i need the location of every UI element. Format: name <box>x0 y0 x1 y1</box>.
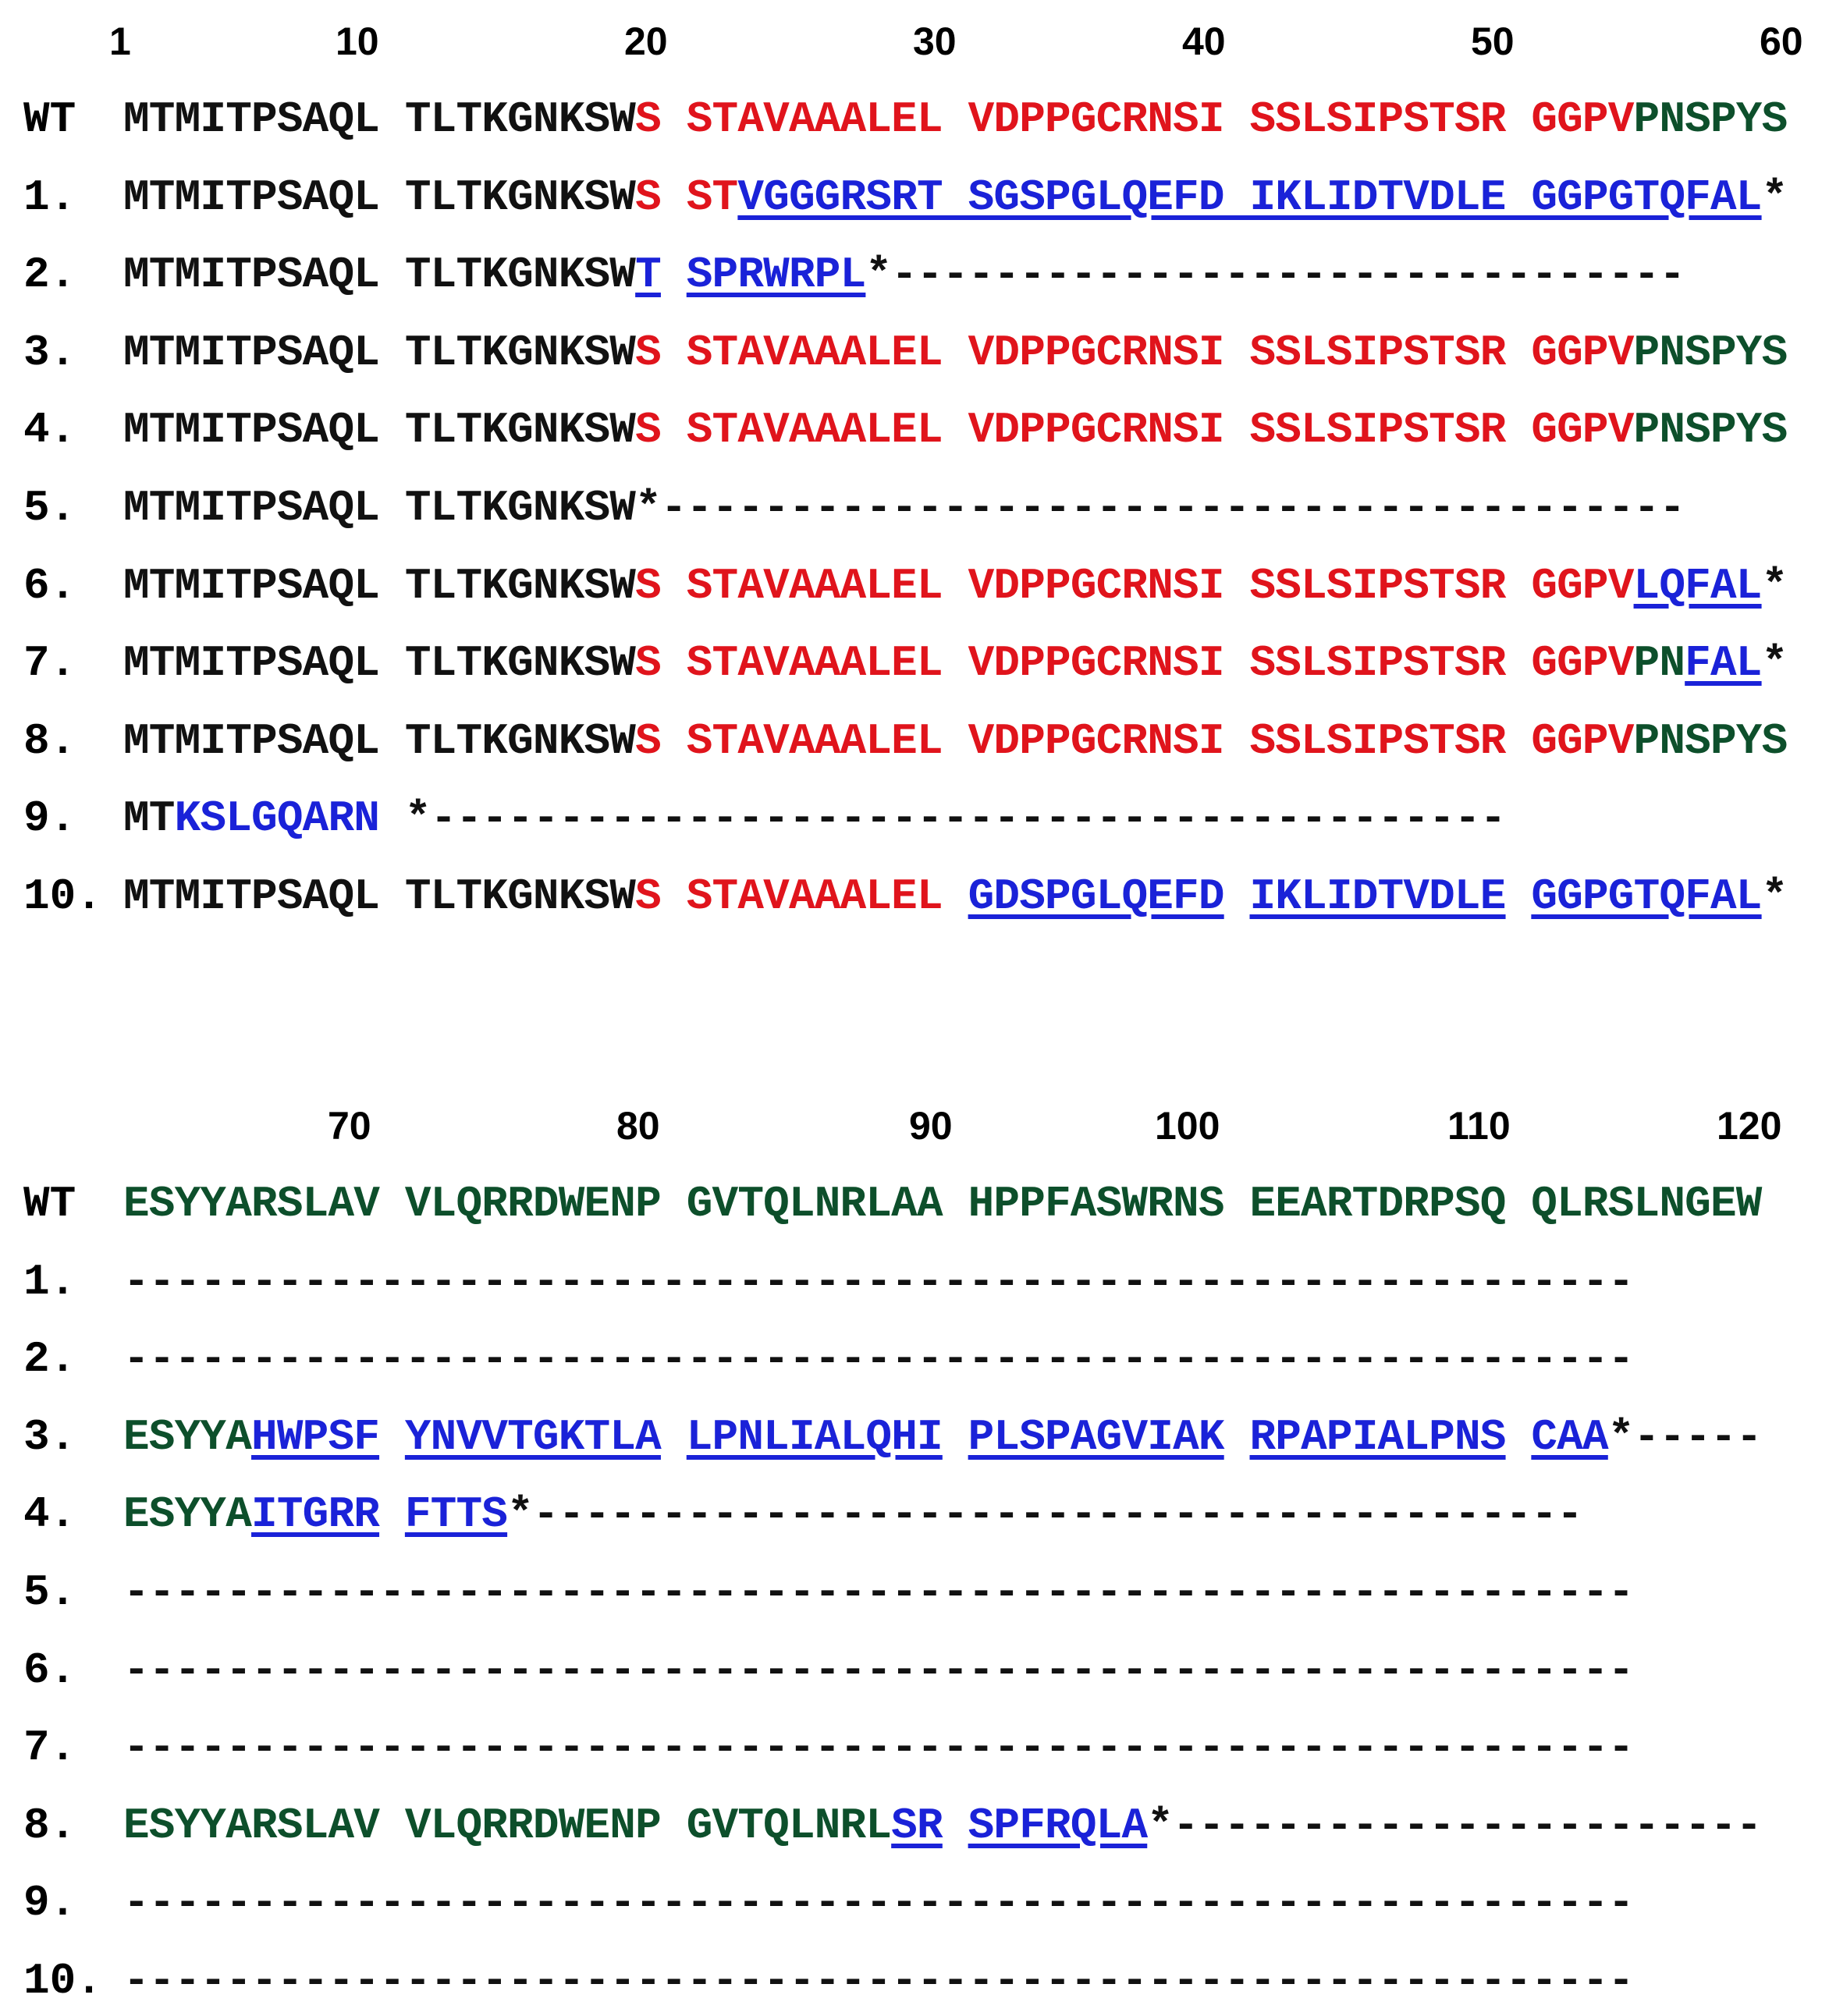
frameshift-segment: T <box>635 250 661 300</box>
sequence-segment <box>661 250 687 300</box>
frameshift-segment: LQFAL <box>1633 561 1762 611</box>
sequence-text <box>123 636 1787 690</box>
sequence-segment: PNSPYS <box>1633 716 1788 766</box>
ruler-tick-label: 60 <box>1760 20 1803 63</box>
row-label: 9. <box>23 793 76 843</box>
frameshift-segment: YNVVTGKTLA <box>404 1412 661 1462</box>
sequence-segment <box>661 1412 687 1462</box>
sequence-segment: MTMITPSAQL TLTKGNKSW <box>123 638 636 688</box>
sequence-segment: KSLGQARN <box>174 793 380 843</box>
sequence-text <box>123 1410 1762 1464</box>
row-label: 5. <box>23 483 76 533</box>
row-label: 8. <box>23 1801 76 1851</box>
ruler-tick-label: 120 <box>1717 1104 1782 1148</box>
sequence-text <box>123 1255 1634 1309</box>
sequence-segment: PN <box>1633 638 1685 688</box>
row-label: WT <box>23 94 76 144</box>
frameshift-segment: GDSPGLQEFD <box>968 871 1224 921</box>
sequence-segment: S STAVAAALEL VDPPGCRNSI SSLSIPSTSR GGPV <box>635 561 1634 611</box>
ruler-tick-label: 80 <box>616 1104 660 1148</box>
ruler-tick-label: 100 <box>1155 1104 1220 1148</box>
sequence-segment: MT <box>123 793 175 843</box>
sequence-segment: *----- <box>1607 1412 1762 1462</box>
frameshift-segment: SR <box>891 1801 943 1851</box>
sequence-text <box>123 481 1685 535</box>
row-label: WT <box>23 1179 76 1229</box>
sequence-text <box>123 1954 1634 2008</box>
sequence-text <box>123 559 1787 613</box>
frameshift-segment: ITGRR <box>251 1489 380 1539</box>
sequence-segment: S ST <box>635 172 738 222</box>
sequence-segment: ----------------------------------------------------------- <box>123 1257 1634 1307</box>
sequence-segment <box>1506 871 1532 921</box>
ruler-tick-label: 10 <box>336 20 379 63</box>
ruler-tick-label: 110 <box>1447 1104 1511 1148</box>
row-label: 8. <box>23 716 76 766</box>
sequence-text <box>123 1177 1762 1231</box>
sequence-segment: *----------------------- <box>1147 1801 1762 1851</box>
sequence-segment <box>943 1801 968 1851</box>
sequence-text <box>123 1487 1582 1542</box>
sequence-segment: ----------------------------------------------------------- <box>123 1956 1634 2006</box>
row-label: 3. <box>23 1412 76 1462</box>
sequence-segment: *------------------------------- <box>865 250 1685 300</box>
sequence-segment: *----------------------------------------- <box>507 1489 1582 1539</box>
sequence-segment <box>943 1412 968 1462</box>
sequence-segment: ----------------------------------------------------------- <box>123 1723 1634 1773</box>
sequence-segment: ESYYA <box>123 1489 252 1539</box>
sequence-text <box>123 325 1787 380</box>
sequence-text <box>123 791 1506 846</box>
ruler-tick-label: 70 <box>328 1104 371 1148</box>
frameshift-segment: RPAPIALPNS <box>1249 1412 1506 1462</box>
row-label: 1. <box>23 172 76 222</box>
sequence-segment: MTMITPSAQL TLTKGNKSW*---------------------------------------- <box>123 483 1685 533</box>
sequence-segment: ----------------------------------------------------------- <box>123 1878 1634 1928</box>
sequence-segment: * <box>1761 638 1788 688</box>
sequence-text <box>123 1720 1634 1775</box>
frameshift-segment: SPRWRPL <box>686 250 866 300</box>
row-label: 1. <box>23 1257 76 1307</box>
sequence-segment <box>943 871 968 921</box>
row-label: 4. <box>23 405 76 455</box>
frameshift-segment: GGPGTQFAL <box>1531 871 1762 921</box>
ruler-tick-label: 30 <box>913 20 957 63</box>
sequence-segment: PNSPYS <box>1633 328 1788 378</box>
sequence-segment: S STAVAAALEL VDPPGCRNSI SSLSIPSTSR GGPV <box>635 328 1634 378</box>
sequence-segment: S STAVAAALEL VDPPGCRNSI SSLSIPSTSR GGPV <box>635 638 1634 688</box>
frameshift-segment: CAA <box>1531 1412 1608 1462</box>
sequence-text <box>123 1798 1762 1853</box>
sequence-text <box>123 869 1787 924</box>
ruler-tick-label: 1 <box>109 20 131 63</box>
frameshift-segment: PLSPAGVIAK <box>968 1412 1224 1462</box>
sequence-segment: PNSPYS <box>1633 94 1788 144</box>
frameshift-segment: SPFRQLA <box>968 1801 1148 1851</box>
sequence-segment <box>1224 1412 1250 1462</box>
row-label: 6. <box>23 1645 76 1695</box>
ruler-tick-label: 40 <box>1182 20 1226 63</box>
row-label: 10. <box>23 1956 102 2006</box>
sequence-segment: MTMITPSAQL TLTKGNKSW <box>123 561 636 611</box>
row-label: 6. <box>23 561 76 611</box>
sequence-segment: MTMITPSAQL TLTKGNKSW <box>123 871 636 921</box>
sequence-segment: MTMITPSAQL TLTKGNKSW <box>123 405 636 455</box>
sequence-segment: * <box>1761 561 1788 611</box>
sequence-segment: ESYYARSLAV VLQRRDWENP GVTQLNRL <box>123 1801 892 1851</box>
sequence-segment: *------------------------------------------ <box>379 793 1506 843</box>
sequence-segment: MTMITPSAQL TLTKGNKSW <box>123 172 636 222</box>
sequence-text <box>123 247 1685 302</box>
row-label: 3. <box>23 328 76 378</box>
row-label: 10. <box>23 871 102 921</box>
sequence-segment: ----------------------------------------------------------- <box>123 1645 1634 1695</box>
sequence-text <box>123 1876 1634 1930</box>
sequence-text <box>123 714 1787 768</box>
sequence-segment: MTMITPSAQL TLTKGNKSW <box>123 328 636 378</box>
ruler-tick-label: 50 <box>1471 20 1515 63</box>
sequence-segment: S STAVAAALEL VDPPGCRNSI SSLSIPSTSR GGPV <box>635 716 1634 766</box>
sequence-segment: MTMITPSAQL TLTKGNKSW <box>123 250 636 300</box>
sequence-segment: ----------------------------------------------------------- <box>123 1567 1634 1617</box>
row-label: 7. <box>23 1723 76 1773</box>
sequence-segment: MTMITPSAQL TLTKGNKSW <box>123 716 636 766</box>
frameshift-segment: VGGGRSRT SGSPGLQEFD IKLIDTVDLE GGPGTQFAL <box>737 172 1762 222</box>
sequence-segment <box>1506 1412 1532 1462</box>
sequence-segment: S STAVAAALEL <box>635 871 943 921</box>
sequence-text <box>123 403 1787 457</box>
frameshift-segment: FTTS <box>404 1489 508 1539</box>
row-label: 4. <box>23 1489 76 1539</box>
row-label: 5. <box>23 1567 76 1617</box>
frameshift-segment: FAL <box>1685 638 1762 688</box>
frameshift-segment: HWPSF <box>251 1412 380 1462</box>
row-label: 7. <box>23 638 76 688</box>
sequence-segment: PNSPYS <box>1633 405 1788 455</box>
sequence-text <box>123 1643 1634 1698</box>
ruler-tick-label: 20 <box>624 20 668 63</box>
ruler-tick-label: 90 <box>909 1104 953 1148</box>
sequence-segment <box>379 1412 405 1462</box>
sequence-text <box>123 1332 1634 1386</box>
sequence-segment <box>379 1489 405 1539</box>
sequence-text <box>123 92 1787 147</box>
row-label: 2. <box>23 1334 76 1384</box>
frameshift-segment: LPNLIALQHI <box>686 1412 943 1462</box>
sequence-text <box>123 170 1787 225</box>
sequence-segment: S STAVAAALEL VDPPGCRNSI SSLSIPSTSR GGPV <box>635 405 1634 455</box>
frameshift-segment: IKLIDTVDLE <box>1249 871 1506 921</box>
sequence-text <box>123 1565 1634 1620</box>
row-label: 2. <box>23 250 76 300</box>
sequence-segment: MTMITPSAQL TLTKGNKSW <box>123 94 636 144</box>
sequence-segment <box>1224 871 1250 921</box>
sequence-segment: * <box>1761 871 1788 921</box>
sequence-segment: ESYYA <box>123 1412 252 1462</box>
sequence-segment: * <box>1761 172 1788 222</box>
sequence-segment: ----------------------------------------------------------- <box>123 1334 1634 1384</box>
row-label: 9. <box>23 1878 76 1928</box>
sequence-segment: S STAVAAALEL VDPPGCRNSI SSLSIPSTSR GGPV <box>635 94 1634 144</box>
sequence-segment: ESYYARSLAV VLQRRDWENP GVTQLNRLAA HPPFASWRNS EEARTDRPSQ QLRSLNGEW <box>123 1179 1762 1229</box>
